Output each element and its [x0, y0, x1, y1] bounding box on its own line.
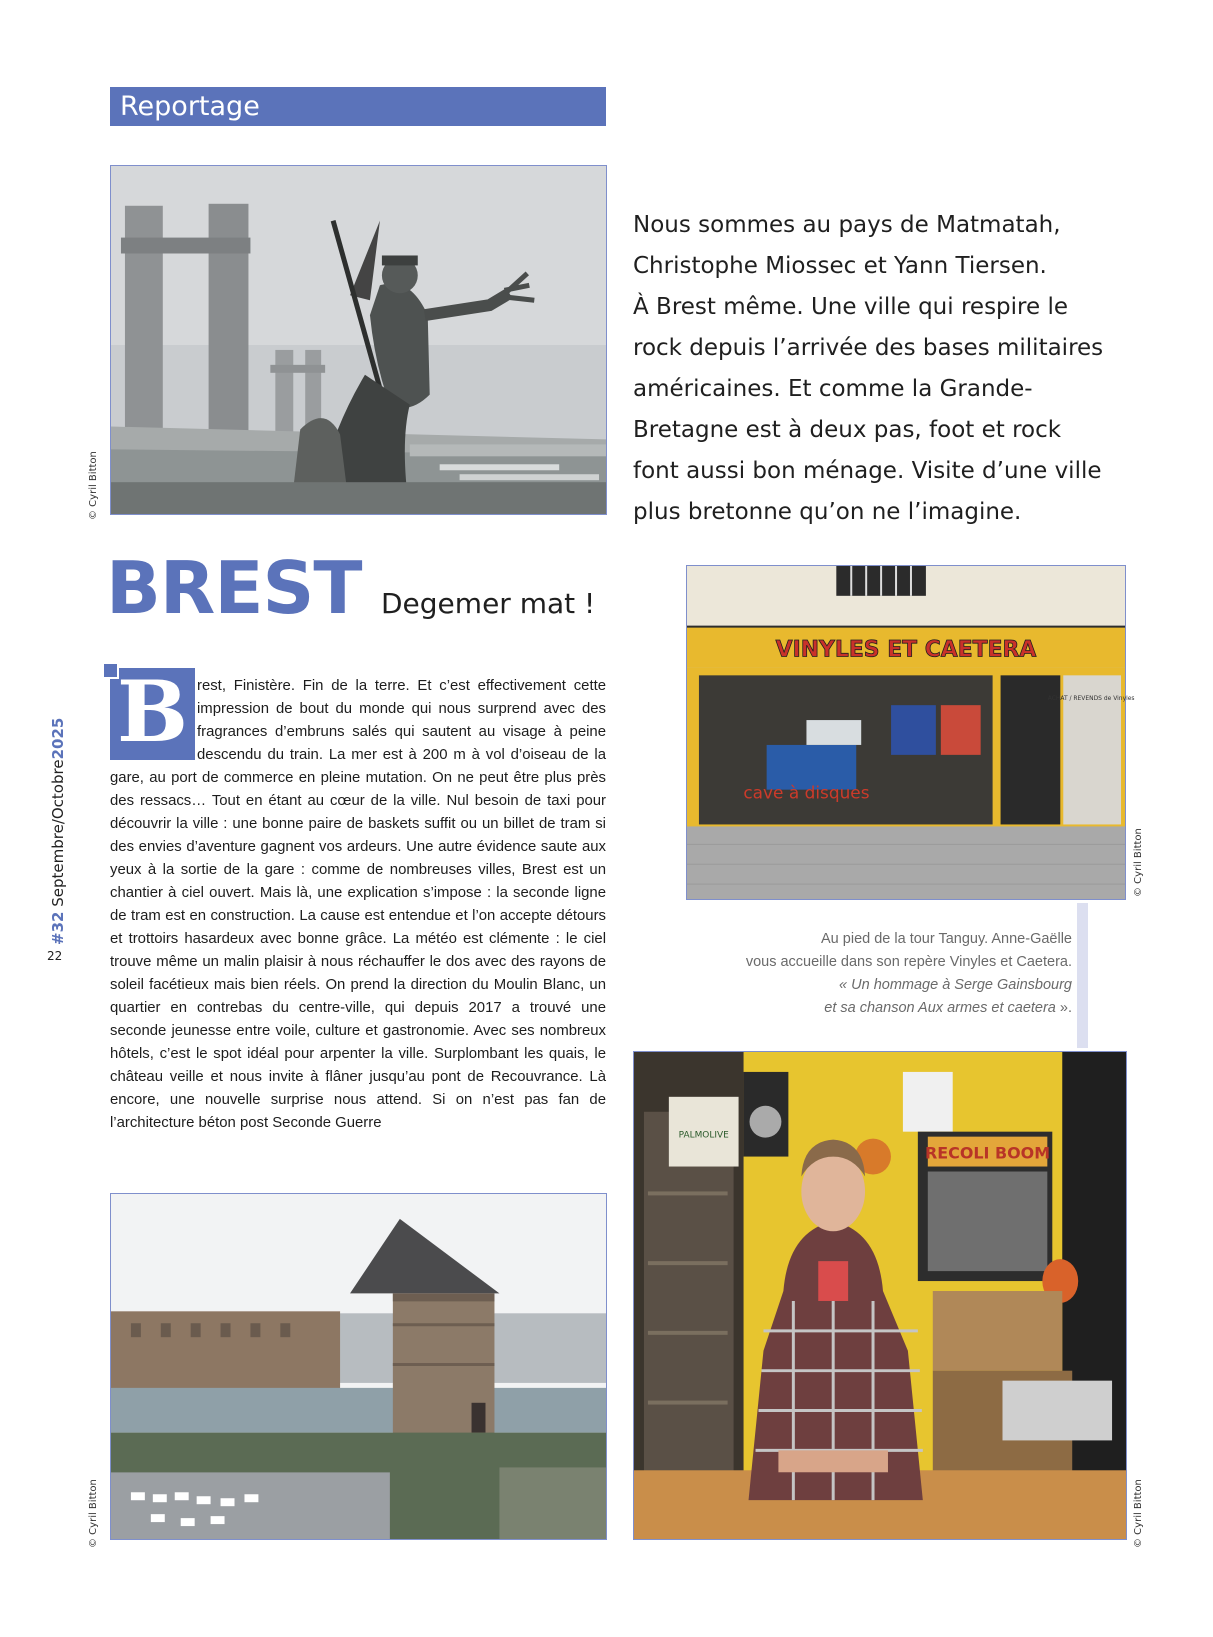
intro-line: Bretagne est à deux pas, foot et rock — [633, 417, 1062, 443]
article-body — [110, 675, 606, 1135]
caption-quote-end: ». — [1055, 1000, 1072, 1016]
photo-bridge-statue — [110, 165, 607, 515]
caption-quote-text: et sa chanson Aux armes et caetera — [824, 1000, 1056, 1016]
issue-months: Septembre/Octobre — [49, 759, 67, 907]
caption-quote — [640, 974, 1072, 997]
photo-credit: © Cyril Bitton — [1133, 1479, 1144, 1548]
intro-line: rock depuis l’arrivée des bases militaires — [633, 335, 1104, 361]
headline-subtitle: Degemer mat ! — [381, 587, 596, 620]
shop-poster-text: ACHAT / REVENDS de Vinyles — [1047, 695, 1135, 703]
issue-year: 2025 — [49, 717, 67, 760]
intro-paragraph — [633, 205, 1133, 533]
page-number: 22 — [47, 949, 63, 963]
store-ad-text: PALMOLIVE — [678, 1130, 729, 1141]
photo-credit: © Cyril Bitton — [88, 451, 99, 520]
shop-window-text: cave à disques — [743, 782, 870, 803]
photo-credit: © Cyril Bitton — [88, 1479, 99, 1548]
section-tag: Reportage — [110, 87, 606, 126]
intro-line: font aussi bon ménage. Visite d’une ville — [633, 458, 1102, 484]
intro-line: Christophe Miossec et Yann Tiersen. — [633, 253, 1047, 279]
intro-line: plus bretonne qu’on ne l’imagine. — [633, 499, 1022, 525]
dropcap-letter: B — [117, 662, 188, 761]
caption-quote-text: « Un hommage à Serge Gainsbourg — [839, 977, 1072, 993]
caption-line: Au pied de la tour Tanguy. Anne-Gaëlle — [821, 931, 1072, 947]
photo-caption — [640, 928, 1072, 1020]
caption-line: vous accueille dans son repère Vinyles et Caetera. — [745, 954, 1072, 970]
intro-line: américaines. Et comme la Grande- — [633, 376, 1033, 402]
intro-line: À Brest même. Une ville qui respire le — [633, 294, 1068, 320]
issue-number: #32 — [49, 911, 67, 945]
photo-record-store — [633, 1051, 1127, 1540]
photo-tour-tanguy — [110, 1193, 607, 1540]
caption-band — [1077, 903, 1088, 1048]
folio-issue — [49, 718, 67, 945]
article-text: rest, Finistère. Fin de la terre. Et c’est effectivement cette impression de bout du monde qui nous surprend avec des fragrances d’embruns salés qui sautent au visage à peine descendu du train. La mer est à 200 m à vol d’oiseau de la gare, au port de commerce en pleine mutation. On ne peut être plus près des ressacs… Tout en étant au cœur de la ville. Nul besoin de taxi pour découvrir la ville : une bonne paire de baskets suffit ou un billet de tram si des envies d’aventure gagnent vos ardeurs. Une autre évidence saute aux yeux à la sortie de la gare : comme de nombreuses villes, Brest est un chantier à ciel ouvert. Mais là, une explication s’impose : la seconde ligne de tram est en construction. La cause est entendue et l’on accepte détours et trottoirs hasardeux avec bonne grâce. La météo est clémente : le ciel trouve même un malin plaisir à nous réchauffer le dos avec des rayons de soleil facétieux mais bien réels. On prend la direction du Moulin Blanc, un quartier en contrebas du centre-ville, qui depuis 2017 a trouvé une seconde jeunesse entre voile, culture et gastronomie. Avec ses nombreux hôtels, c’est le spot idéal pour arpenter la ville. Surplombant les quais, le château veille et nous invite à flâner jusqu’au pont de Recouvrance. Là encore, une nouvelle surprise nous attend. Si on n’est pas fan de l’architecture béton post Seconde Guerre — [110, 678, 606, 1131]
photo-shop-front — [686, 565, 1135, 900]
shop-sign-text: VINYLES ET CAETERA — [775, 637, 1037, 663]
caption-quote — [640, 997, 1072, 1020]
headline-title: BREST — [106, 546, 362, 630]
intro-line: Nous sommes au pays de Matmatah, — [633, 212, 1061, 238]
store-sign-text: RECOLI BOOM — [925, 1143, 1051, 1163]
photo-credit: © Cyril Bitton — [1133, 828, 1144, 897]
